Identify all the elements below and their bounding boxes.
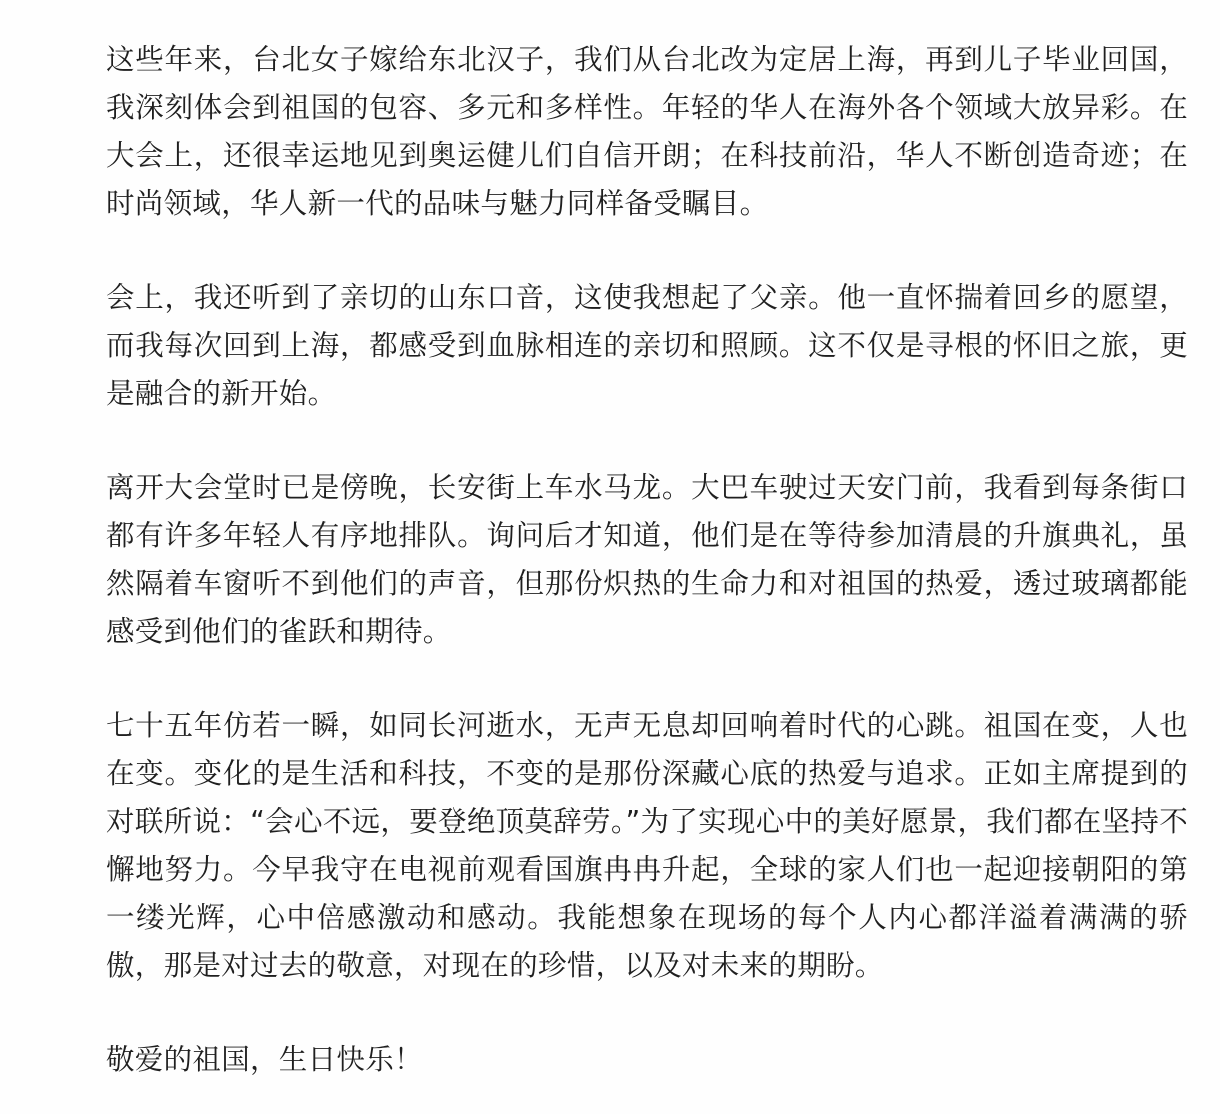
paragraph-3: 离开大会堂时已是傍晚，长安街上车水马龙。大巴车驶过天安门前，我看到每条街口都有许多年轻人有序地排队。询问后才知道，他们是在等待参加清晨的升旗典礼，虽然隔着车窗听不到他们的声音，但那份炽热的生命力和对祖国的热爱，透过玻璃都能感受到他们的雀跃和期待。 [106,471,1188,648]
paragraph-2: 会上，我还听到了亲切的山东口音，这使我想起了父亲。他一直怀揣着回乡的愿望，而我每次回到上海，都感受到血脉相连的亲切和照顾。这不仅是寻根的怀旧之旅，更是融合的新开始。 [106,281,1188,410]
article-body [106,36,1188,1084]
paragraph-5: 敬爱的祖国，生日快乐！ [106,1043,423,1076]
paragraph-4: 七十五年仿若一瞬，如同长河逝水，无声无息却回响着时代的心跳。祖国在变，人也在变。变化的是生活和科技，不变的是那份深藏心底的热爱与追求。正如主席提到的对联所说：“会心不远，要登绝顶莫辞劳。”为了实现心中的美好愿景，我们都在坚持不懈地努力。今早我守在电视前观看国旗冉冉升起，全球的家人们也一起迎接朝阳的第一缕光辉，心中倍感激动和感动。我能想象在现场的每个人内心都洋溢着满满的骄傲，那是对过去的敬意，对现在的珍惜，以及对未来的期盼。 [106,709,1188,982]
paragraph-1: 这些年来，台北女子嫁给东北汉子，我们从台北改为定居上海，再到儿子毕业回国，我深刻体会到祖国的包容、多元和多样性。年轻的华人在海外各个领域大放异彩。在大会上，还很幸运地见到奥运健儿们自信开朗；在科技前沿，华人不断创造奇迹；在时尚领域，华人新一代的品味与魅力同样备受瞩目。 [106,43,1188,220]
